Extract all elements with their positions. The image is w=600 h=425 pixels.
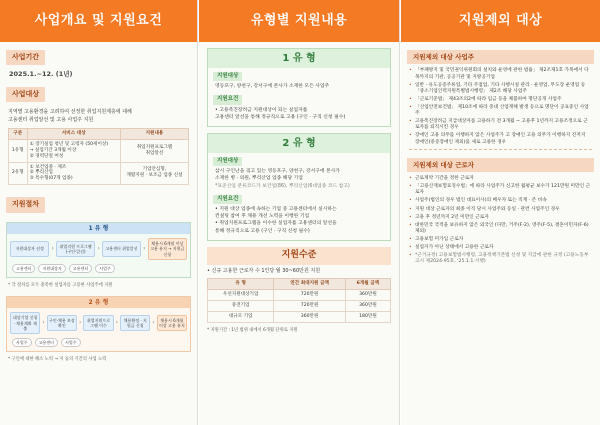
table-cell: 2유형 — [8, 162, 27, 185]
excluded-worker-item: • 「고용산재보험료징수법」에 따라 사업주가 신고한 월평균 보수가 121만원 미만인 근로자 — [401, 184, 600, 196]
table-cell — [27, 162, 120, 185]
actor-tag: 사업주 — [12, 338, 32, 347]
table-row — [208, 312, 391, 323]
excluded-worker-heading: 지원제외 대상 근로자 — [407, 158, 594, 172]
excluded-worker-item: • 대한민국 국적을 보유하지 않은 외국인 (다만, 거주(F-2), 영주(F-5), 결혼이민자(F-6) 제외) — [401, 223, 600, 235]
type1-box — [207, 48, 391, 127]
actor-tag: 사업주 — [61, 338, 81, 347]
excluded-worker-item: • *근거규정) 고용보험법시행령, 고용정책기본법 신청 및 지급에 관한 규정 (고용노동부 고시 제2024-95호, '25.1.1.시행) — [401, 253, 600, 265]
flow-node: 채용확정 · 지원금 신청 — [120, 315, 150, 331]
actor-tag: 고용센터 — [69, 264, 92, 273]
excluded-employer-item: • 일반 · 유도공증주류업, 기타 주점업, 기타 사행시설 관리 · 운영업, 무도장 운영업 등 「중소기업인력지원특별법시행령」 제2조 해당 사업주 — [401, 83, 600, 95]
flow-node: 채용시 6개월 이상 고용 유지 → 지원금 신청 — [148, 238, 187, 260]
level-note: * 지원기간 : 1년 범위 내에서 6개월 단위로 지원 — [207, 327, 298, 333]
table-cell: 1유형 — [8, 139, 27, 162]
type2-target-label: 지원대상 — [213, 157, 242, 166]
excluded-employer-item: • 「근로기준법」 제43조의2에 따라 임금 등을 체불하여 명단공개 사업주 — [401, 97, 600, 103]
table-cell: 우선지원대상기업 — [208, 290, 274, 301]
table-cell: 360만원 — [345, 290, 390, 301]
arrow-icon: › — [152, 319, 155, 327]
flow-node: 취업지원 프로그램 (구인·알선) — [56, 241, 95, 257]
flow-type2-nodes — [7, 308, 190, 338]
level-desc: • 신규 고용한 근로자 수 1인당 월 30~60만원 지원 — [207, 267, 321, 274]
flow-type2-actors — [7, 338, 190, 351]
cell-line: ① 보건업종 · 제조 — [29, 164, 67, 170]
table-cell: 720만원 — [274, 301, 346, 312]
table-header: 지원내용 — [120, 128, 188, 139]
type2-req-line: • 취업지원프로그램을 이수한 실업자를 고용센터의 알선을 — [215, 221, 337, 227]
type2-target-line: 삼시 구인난을 겪고 있는 영등포구, 양천구, 강서구에 본사가 — [215, 169, 340, 175]
type2-body — [208, 153, 390, 239]
cell-line: 기업안심형, — [142, 167, 167, 173]
table-row — [208, 301, 391, 312]
type1-req-line: • 고용촉진장려금 지원대상이 되는 실업자를 — [215, 107, 308, 113]
flow-type2-note: * 구인에 대한 해소 노력 → 지 등의 기간의 사업 노력 — [8, 357, 107, 363]
excluded-employer-item: • 「산업안전보건법」 제10조에 따라 중대 산업재해 발생 등으로 명단이 공표중인 사업주 — [401, 105, 600, 117]
flow-type2 — [6, 296, 191, 353]
type2-target-line: 소재한 병 · 의원, 뿌리산업 업종 해당 기업 — [215, 176, 303, 182]
cell-line: 재활지원 · 보조금 업종 신설 — [126, 173, 183, 179]
flow-node: 채용시 6개월 이상 고용 유지 — [157, 315, 187, 331]
target-text — [0, 109, 197, 124]
level-table — [207, 278, 391, 323]
type2-target-line: *표준산업 분류코드가 보건업(86), 뿌리산업(6대업종 코드 참고) — [215, 183, 350, 189]
cell-line: → 실업기간 3개월 이상 — [29, 147, 77, 153]
cell-line: ① 장기실업 청년 및 고령자 (50세이상) — [29, 141, 109, 147]
arrow-icon: › — [97, 245, 100, 253]
flow-node: 구인·채용 보장 확인 — [47, 315, 77, 331]
actor-tag: 지원대상자 — [38, 264, 65, 273]
type1-req-label: 지원요건 — [213, 95, 242, 104]
flow-type1-actors — [7, 264, 190, 277]
target-table — [8, 128, 189, 186]
table-row — [208, 290, 391, 301]
type1-target-text: 영등포구, 양천구, 강서구에 본사가 소재한 모든 사업주 — [215, 84, 330, 90]
arrow-icon: › — [51, 245, 54, 253]
table-cell: 대규모 기업 — [208, 312, 274, 323]
table-cell — [27, 139, 120, 162]
actor-tag: 고용센터 — [35, 338, 58, 347]
excluded-worker-item: • 사업주(법인의 경우 법인 대표이사)의 배우자 또는 직계 · 존 비속 — [401, 198, 600, 204]
cell-line: 취업지원프로그램 — [136, 144, 173, 150]
table-header: 서비스 대상 — [27, 128, 120, 139]
target-section-title: 사업대상 — [6, 87, 45, 102]
exclusion-panel — [401, 0, 600, 425]
cell-line: ② 경력단절 여성 — [29, 153, 64, 159]
flow-node: 고용센터 취업알선 — [102, 241, 141, 257]
cell-line: ② 뿌리산업 — [29, 170, 53, 176]
flow-node: 대상기업 신청 · 채용계획 제출 — [10, 312, 40, 334]
type1-body — [208, 68, 390, 125]
level-heading: 지원수준 — [207, 247, 391, 265]
arrow-icon: › — [42, 319, 45, 327]
cell-line: ③ 특수형(07개 업종) — [29, 176, 73, 182]
table-cell — [120, 162, 188, 185]
arrow-icon: › — [143, 245, 146, 253]
type2-req-line: • 지원 대상 업종에 속하는 기업 중 고용센터에서 실시하는 — [215, 206, 337, 212]
type2-req-line: 통해 정규직으로 고용 (구인 · 구직 신청 필수) — [215, 228, 310, 234]
type2-req-line: 컨설팅 참여 후 채용 개선 노력을 이행한 기업 — [215, 214, 310, 220]
flow-type1-nodes — [7, 234, 190, 264]
table-header: 유 형 — [208, 279, 274, 290]
flow-type1-note: * 각 절차를 모두 충족한 설업자를 고용한 사업주에 지원 — [8, 283, 113, 289]
period-text: 2025.1.~12. (1년) — [9, 70, 73, 79]
type1-req-line: 고용센터 알선을 통해 정규직으로 고용 (구인 · 구직 신청 필수) — [215, 114, 346, 120]
excluded-worker-item: • 지원 대상 근로자의 최종 이직 당시 사업주와 동일 · 관련 사업주인 경우 — [401, 207, 600, 213]
flow-node: 지원대상자 선정 — [10, 241, 49, 257]
support-content-panel — [199, 0, 400, 425]
type1-target-label: 지원대상 — [213, 72, 242, 81]
cell-line: 취업알선 — [145, 150, 164, 156]
table-cell: 180만원 — [345, 312, 390, 323]
overview-panel — [0, 0, 198, 425]
procedure-section-title: 지원절차 — [6, 197, 45, 212]
excluded-employer-item: • 고용촉진장려금 지급대상자를 고용하기 전 3개월 ~ 고용후 1년까지 고용조정으로 근로자를 퇴직시킨 경우 — [401, 119, 600, 131]
table-cell — [120, 139, 188, 162]
flow-type2-label: 2 유 형 — [7, 297, 190, 309]
table-header: 연간 최대지원 금액 — [274, 279, 346, 290]
table-cell: 360만원 — [274, 312, 346, 323]
actor-tag: 사업주 — [95, 264, 115, 273]
type2-box — [207, 133, 391, 241]
exclusion-banner: 지원제외 대상 — [401, 0, 600, 42]
divider — [409, 149, 592, 150]
arrow-icon: › — [115, 319, 119, 327]
table-row — [8, 139, 188, 162]
type1-heading: 1 유 형 — [208, 49, 390, 68]
support-banner: 유형별 지원내용 — [199, 0, 399, 42]
excluded-worker-item: • 고용보험 미가입 근로자 — [401, 237, 600, 243]
excluded-employer-item: • 「부패방지 및 국민권익위원회의 설치와 운영에 관한 법률」 제2조제1호 가목에서 다목까지의 기관, 공공기관 및 지방공기업 — [401, 68, 600, 80]
type2-req-label: 지원요건 — [213, 195, 242, 204]
table-cell: 중견기업 — [208, 301, 274, 312]
flow-node: 취업지원프로그램 이수 — [83, 315, 113, 331]
excluded-worker-item: • 고용 후 정년까지 2년 미만인 근로자 — [401, 215, 600, 221]
target-line: 지역별 고용환경을 고려하여 선정한 취업지원계층에 대해 — [8, 108, 132, 115]
type2-heading: 2 유 형 — [208, 134, 390, 153]
table-cell: 720만원 — [274, 290, 346, 301]
flow-type1-label: 1 유 형 — [7, 223, 190, 235]
excluded-worker-item: • 실업자가 아닌 상태에서 고용한 근로자 — [401, 245, 600, 251]
excluded-employer-item: • 장애인 고용 의무를 이행하지 않은 사업주가 고 장애인 고용 의무가 이행하지 진저지 장애인(중증장애인 제외)를 새로 고용한 경우 — [401, 133, 600, 145]
overview-banner: 사업개요 및 지원요건 — [0, 0, 197, 42]
table-header: 6개월 금액 — [345, 279, 390, 290]
table-row — [8, 162, 188, 185]
table-header: 구분 — [8, 128, 27, 139]
period-section-title: 사업기간 — [6, 50, 45, 65]
excluded-worker-item: • 근로계약 기간을 정한 근로자 — [401, 176, 600, 182]
target-line: 고용센터 취업알선 및 고용 사업주 지원 — [8, 117, 94, 124]
actor-tag: 고용센터 — [12, 264, 35, 273]
table-cell: 360만원 — [345, 301, 390, 312]
arrow-icon: › — [78, 319, 82, 327]
flow-type1 — [6, 222, 191, 279]
excluded-employer-heading: 지원제외 대상 사업주 — [407, 50, 594, 64]
